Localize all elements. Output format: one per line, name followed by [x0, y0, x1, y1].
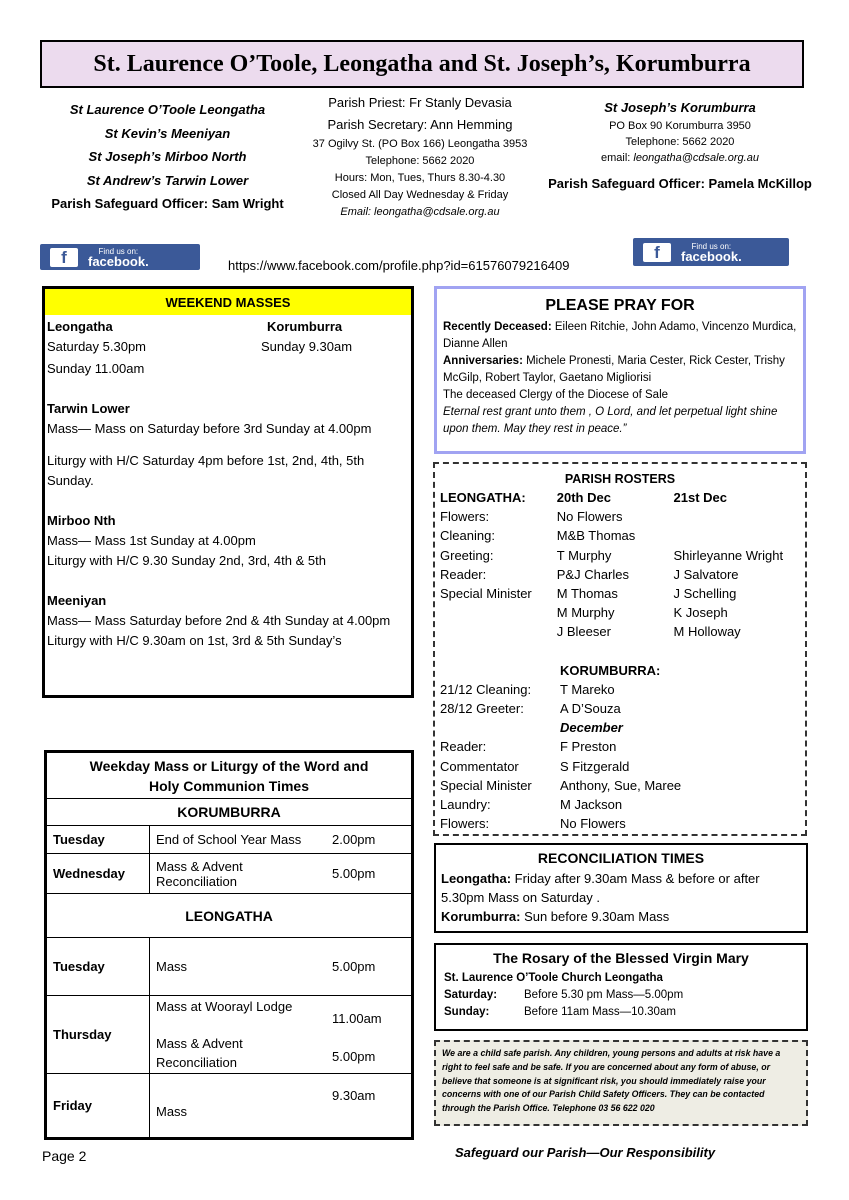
weekday-table [46, 752, 412, 1138]
title-banner [40, 40, 804, 88]
footer-slogan: Safeguard our Parish—Our Responsibility [455, 1145, 716, 1160]
weekend-masses-box [42, 286, 414, 698]
korumburra-label: Korumburra [267, 319, 343, 334]
mass-time: Sunday 9.30am [261, 339, 353, 354]
pray-title: PLEASE PRAY FOR [545, 297, 695, 314]
mass-time: Sunday 11.00am [47, 361, 145, 376]
korumburra-heading: KORUMBURRA [47, 799, 412, 826]
phone: Telephone: 5662 2020 [625, 136, 735, 148]
parish-secretary: Parish Secretary: Ann Hemming [327, 117, 513, 132]
roster-row: Special Minister M Thomas J Schelling [440, 586, 737, 602]
roster-row: Laundry: M Jackson [440, 797, 623, 813]
rosary-box [434, 943, 808, 1031]
left-parish-info [40, 98, 295, 216]
rosary-church: St. Laurence O’Toole Church Leongatha [444, 972, 663, 984]
facebook-badge-right[interactable]: f Find us on: facebook. [633, 238, 789, 266]
rosary-row: Saturday: Before 5.30 pm Mass—5.00pm [444, 989, 684, 1001]
parish-priest: Parish Priest: Fr Stanly Devasia [328, 95, 512, 110]
facebook-icon: f [50, 248, 78, 267]
mass-info: Mass— Mass on Saturday before 3rd Sunday at 4.00pm [47, 421, 372, 436]
po-box: PO Box 90 Korumburra 3950 [609, 120, 751, 132]
roster-row: Flowers: No Flowers [440, 816, 626, 832]
facebook-url[interactable]: https://www.facebook.com/profile.php?id=61576079216409 [228, 258, 570, 273]
rosary-row: Sunday: Before 11am Mass—10.30am [444, 1006, 676, 1018]
facebook-icon: f [643, 243, 671, 262]
reconciliation-leongatha: Leongatha: Friday after 9.30am Mass & before or after 5.30pm Mass on Saturday . [441, 871, 760, 905]
office-address: 37 Ogilvy St. (PO Box 166) Leongatha 3953 [312, 138, 528, 150]
table-row: Thursday Mass at Woorayl Lodge Mass & Advent Reconciliation 11.00am 5.00pm [47, 996, 412, 1074]
office-email[interactable]: Email: leongatha@cdsale.org.au [340, 206, 500, 218]
mass-info: Liturgy with H/C Saturday 4pm before 1st, 2nd, 4th, 5th Sunday. [47, 453, 365, 488]
roster-row: 28/12 Greeter: A D’Souza [440, 701, 621, 717]
weekday-times-box [44, 750, 414, 1140]
recently-deceased: Recently Deceased: Eileen Ritchie, John Adamo, Vincenzo Murdica, Dianne Allen [443, 321, 797, 350]
leongatha-label: Leongatha [47, 319, 113, 334]
church-name: St Kevin’s Meeniyan [104, 125, 231, 141]
church-name: St Joseph’s Mirboo North [88, 149, 247, 164]
roster-row: 21/12 Cleaning: T Mareko [440, 681, 615, 697]
rosters-title: PARISH ROSTERS [564, 472, 676, 486]
church-name: St Laurence O’Toole Leongatha [69, 102, 266, 117]
roster-row: LEONGATHA: 20th Dec 21st Dec [440, 490, 727, 505]
office-hours: Hours: Mon, Tues, Thurs 8.30-4.30 [334, 172, 506, 184]
mass-info: Liturgy with H/C 9.30 Sunday 2nd, 3rd, 4th & 5th [47, 553, 326, 568]
mirboo-label: Mirboo Nth [47, 513, 116, 528]
safeguard-officer-right: Parish Safeguard Officer: Pamela McKillop [548, 176, 812, 191]
roster-row: Greeting: T Murphy Shirleyanne Wright [440, 547, 784, 563]
church-name: St Joseph’s Korumburra [604, 100, 756, 115]
reconciliation-title: RECONCILIATION TIMES [537, 850, 705, 866]
facebook-badge-left[interactable]: f Find us on: facebook. [40, 244, 200, 270]
roster-row: December [560, 720, 623, 736]
right-parish-info [530, 98, 830, 194]
deceased-clergy: The deceased Clergy of the Diocese of Sale [443, 389, 669, 401]
office-phone: Telephone: 5662 2020 [365, 155, 475, 167]
mass-info: Mass— Mass Saturday before 2nd & 4th Sunday at 4.00pm [47, 613, 391, 628]
tarwin-label: Tarwin Lower [47, 401, 130, 416]
roster-row: Reader: F Preston [440, 739, 617, 755]
email-link[interactable]: leongatha@cdsale.org.au [633, 152, 759, 164]
mass-info: Liturgy with H/C 9.30am on 1st, 3rd & 5th Sunday’s [47, 633, 342, 648]
church-name: St Andrew’s Tarwin Lower [86, 172, 249, 188]
table-row: Tuesday Mass 5.00pm [47, 938, 412, 996]
roster-row: Reader: P&J Charles J Salvatore [440, 566, 739, 582]
table-row: Wednesday Mass & Advent Reconciliation 5.00pm [47, 854, 412, 894]
parish-office-info [300, 92, 540, 221]
office-closed: Closed All Day Wednesday & Friday [331, 189, 509, 201]
prayer-text: Eternal rest grant unto them , O Lord, and let perpetual light shine upon them. May they rest in peace.” [443, 406, 778, 435]
mass-time: Saturday 5.30pm [47, 339, 147, 354]
email-line: email: leongatha@cdsale.org.au [601, 152, 759, 164]
safeguard-officer-left: Parish Safeguard Officer: Sam Wright [51, 196, 284, 211]
roster-row: Flowers: No Flowers [440, 509, 623, 525]
meeniyan-label: Meeniyan [47, 593, 107, 608]
roster-row: Cleaning: M&B Thomas [440, 528, 636, 544]
roster-row: M Murphy K Joseph [556, 605, 728, 621]
roster-row: KORUMBURRA: [560, 662, 661, 678]
roster-row: J Bleeser M Holloway [556, 624, 741, 640]
table-row: Friday Mass 9.30am [47, 1074, 412, 1138]
roster-row: Commentator S Fitzgerald [440, 758, 630, 774]
leongatha-heading: LEONGATHA [47, 894, 412, 938]
weekend-masses-header: WEEKEND MASSES [45, 289, 411, 315]
rosary-title: The Rosary of the Blessed Virgin Mary [493, 950, 749, 966]
page-title: St. Laurence O’Toole, Leongatha and St. Joseph’s, Korumburra [93, 51, 751, 77]
page-number: Page 2 [42, 1148, 87, 1164]
anniversaries: Anniversaries: Michele Pronesti, Maria Cester, Rick Cester, Trishy McGilp, Robert Taylor, Gaetano Migliorisi [443, 355, 785, 384]
roster-row: Special Minister Anthony, Sue, Maree [440, 777, 682, 793]
parish-rosters-box [433, 462, 807, 836]
weekday-title: Weekday Mass or Liturgy of the Word and Holy Communion Times [47, 753, 412, 799]
please-pray-box [434, 286, 806, 454]
child-safe-notice: We are a child safe parish. Any children, young persons and adults at risk have a right to feel safe and be safe. If you are concerned about any form of abuse, or believe that someone is at significant risk, you should immediately raise your concerns with one of our Parish Child Safety Officers. They can be contacted through the Parish Office. Telephone 03 56 622 020 [434, 1040, 808, 1126]
mass-info: Mass— Mass 1st Sunday at 4.00pm [47, 533, 256, 548]
table-row: Tuesday End of School Year Mass 2.00pm [47, 826, 412, 854]
reconciliation-box [434, 843, 808, 933]
reconciliation-korumburra: Korumburra: Sun before 9.30am Mass [441, 909, 670, 924]
